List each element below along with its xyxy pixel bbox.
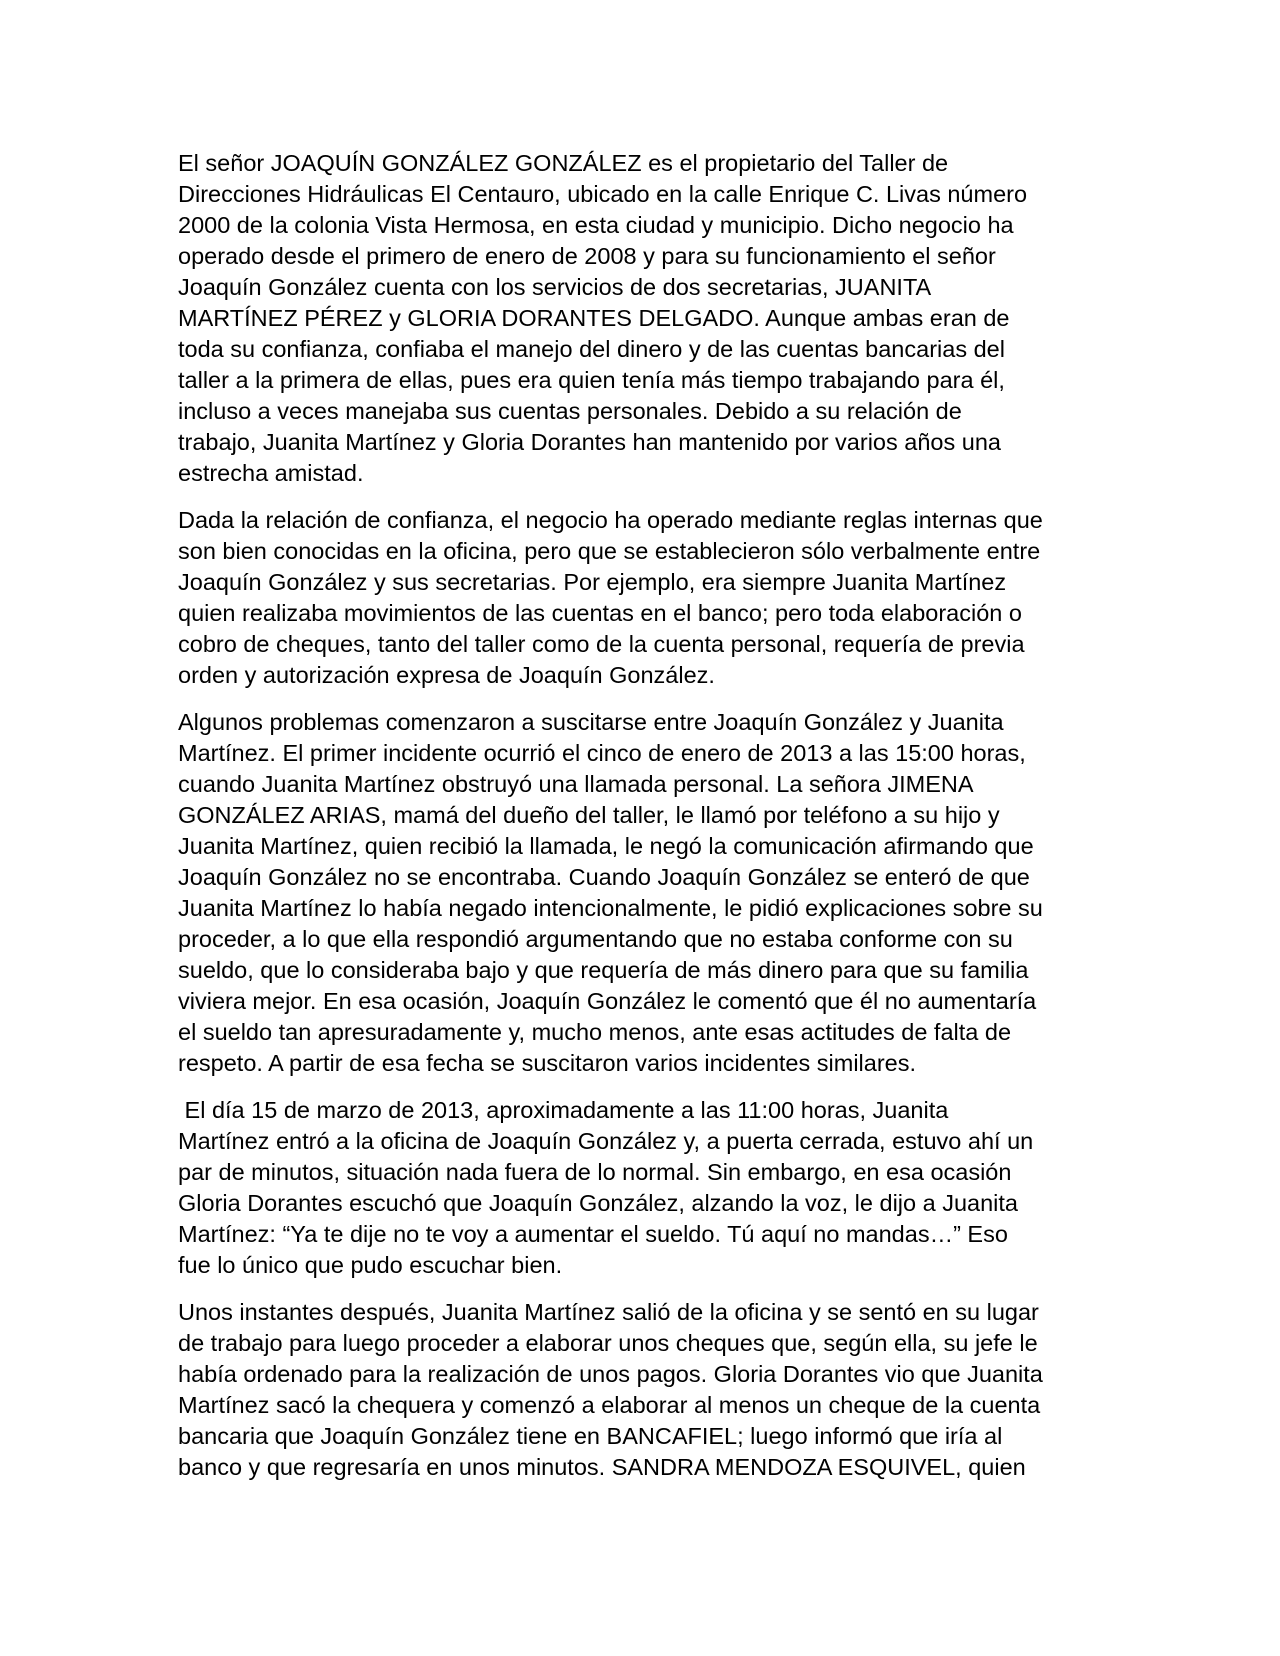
- text-line: Gloria Dorantes escuchó que Joaquín González, alzando la voz, le dijo a Juanita: [178, 1190, 1018, 1216]
- paragraph-4: [178, 1095, 1108, 1281]
- text-line: par de minutos, situación nada fuera de lo normal. Sin embargo, en esa ocasión: [178, 1159, 1012, 1185]
- text-line: Direcciones Hidráulicas El Centauro, ubicado en la calle Enrique C. Livas número: [178, 181, 1028, 207]
- text-line: Joaquín González cuenta con los servicios de dos secretarias, JUANITA: [178, 274, 932, 300]
- text-line: Algunos problemas comenzaron a suscitarse entre Joaquín González y Juanita: [178, 709, 1004, 735]
- text-line: fue lo único que pudo escuchar bien.: [178, 1252, 563, 1278]
- text-line: proceder, a lo que ella respondió argumentando que no estaba conforme con su: [178, 926, 1013, 952]
- text-line: viviera mejor. En esa ocasión, Joaquín González le comentó que él no aumentaría: [178, 988, 1037, 1014]
- text-line: respeto. A partir de esa fecha se suscitaron varios incidentes similares.: [178, 1050, 917, 1076]
- text-line: cuando Juanita Martínez obstruyó una llamada personal. La señora JIMENA: [178, 771, 974, 797]
- text-line: operado desde el primero de enero de 2008 y para su funcionamiento el señor: [178, 243, 996, 269]
- paragraph-3: [178, 707, 1108, 1079]
- text-line: había ordenado para la realización de unos pagos. Gloria Dorantes vio que Juanita: [178, 1361, 1043, 1387]
- text-line: El señor JOAQUÍN GONZÁLEZ GONZÁLEZ es el propietario del Taller de: [178, 150, 949, 176]
- text-line: Martínez: “Ya te dije no te voy a aumentar el sueldo. Tú aquí no mandas…” Eso: [178, 1221, 1008, 1247]
- text-line: toda su confianza, confiaba el manejo del dinero y de las cuentas bancarias del: [178, 336, 1005, 362]
- text-line: cobro de cheques, tanto del taller como de la cuenta personal, requería de previa: [178, 631, 1025, 657]
- text-line: Juanita Martínez, quien recibió la llamada, le negó la comunicación afirmando que: [178, 833, 1034, 859]
- text-line: orden y autorización expresa de Joaquín González.: [178, 662, 715, 688]
- paragraph-2: [178, 505, 1108, 691]
- document-page: [178, 148, 1108, 1499]
- text-line: el sueldo tan apresuradamente y, mucho menos, ante esas actitudes de falta de: [178, 1019, 1012, 1045]
- text-line: Joaquín González y sus secretarias. Por ejemplo, era siempre Juanita Martínez: [178, 569, 1007, 595]
- paragraph-5: [178, 1297, 1108, 1483]
- text-line: taller a la primera de ellas, pues era quien tenía más tiempo trabajando para él,: [178, 367, 1005, 393]
- text-line: incluso a veces manejaba sus cuentas personales. Debido a su relación de: [178, 398, 962, 424]
- text-line: GONZÁLEZ ARIAS, mamá del dueño del taller, le llamó por teléfono a su hijo y: [178, 802, 1000, 828]
- text-line: trabajo, Juanita Martínez y Gloria Dorantes han mantenido por varios años una: [178, 429, 1001, 455]
- paragraph-1: [178, 148, 1108, 489]
- text-line: Unos instantes después, Juanita Martínez salió de la oficina y se sentó en su lugar: [178, 1299, 1039, 1325]
- text-line: MARTÍNEZ PÉREZ y GLORIA DORANTES DELGADO. Aunque ambas eran de: [178, 305, 1010, 331]
- text-line: sueldo, que lo consideraba bajo y que requería de más dinero para que su familia: [178, 957, 1029, 983]
- text-line: de trabajo para luego proceder a elaborar unos cheques que, según ella, su jefe le: [178, 1330, 1038, 1356]
- text-line: estrecha amistad.: [178, 460, 364, 486]
- text-line: Juanita Martínez lo había negado intencionalmente, le pidió explicaciones sobre su: [178, 895, 1043, 921]
- text-line: Martínez entró a la oficina de Joaquín González y, a puerta cerrada, estuvo ahí un: [178, 1128, 1034, 1154]
- text-line: quien realizaba movimientos de las cuentas en el banco; pero toda elaboración o: [178, 600, 1022, 626]
- text-line: banco y que regresaría en unos minutos. SANDRA MENDOZA ESQUIVEL, quien: [178, 1454, 1026, 1480]
- text-line: Joaquín González no se encontraba. Cuando Joaquín González se enteró de que: [178, 864, 1030, 890]
- text-line: Martínez sacó la chequera y comenzó a elaborar al menos un cheque de la cuenta: [178, 1392, 1041, 1418]
- text-line: Martínez. El primer incidente ocurrió el cinco de enero de 2013 a las 15:00 horas,: [178, 740, 1026, 766]
- text-line: bancaria que Joaquín González tiene en BANCAFIEL; luego informó que iría al: [178, 1423, 1003, 1449]
- text-line: son bien conocidas en la oficina, pero que se establecieron sólo verbalmente entre: [178, 538, 1041, 564]
- text-line: Dada la relación de confianza, el negocio ha operado mediante reglas internas que: [178, 507, 1043, 533]
- text-line: 2000 de la colonia Vista Hermosa, en esta ciudad y municipio. Dicho negocio ha: [178, 212, 1014, 238]
- text-line: El día 15 de marzo de 2013, aproximadamente a las 11:00 horas, Juanita: [178, 1097, 949, 1123]
